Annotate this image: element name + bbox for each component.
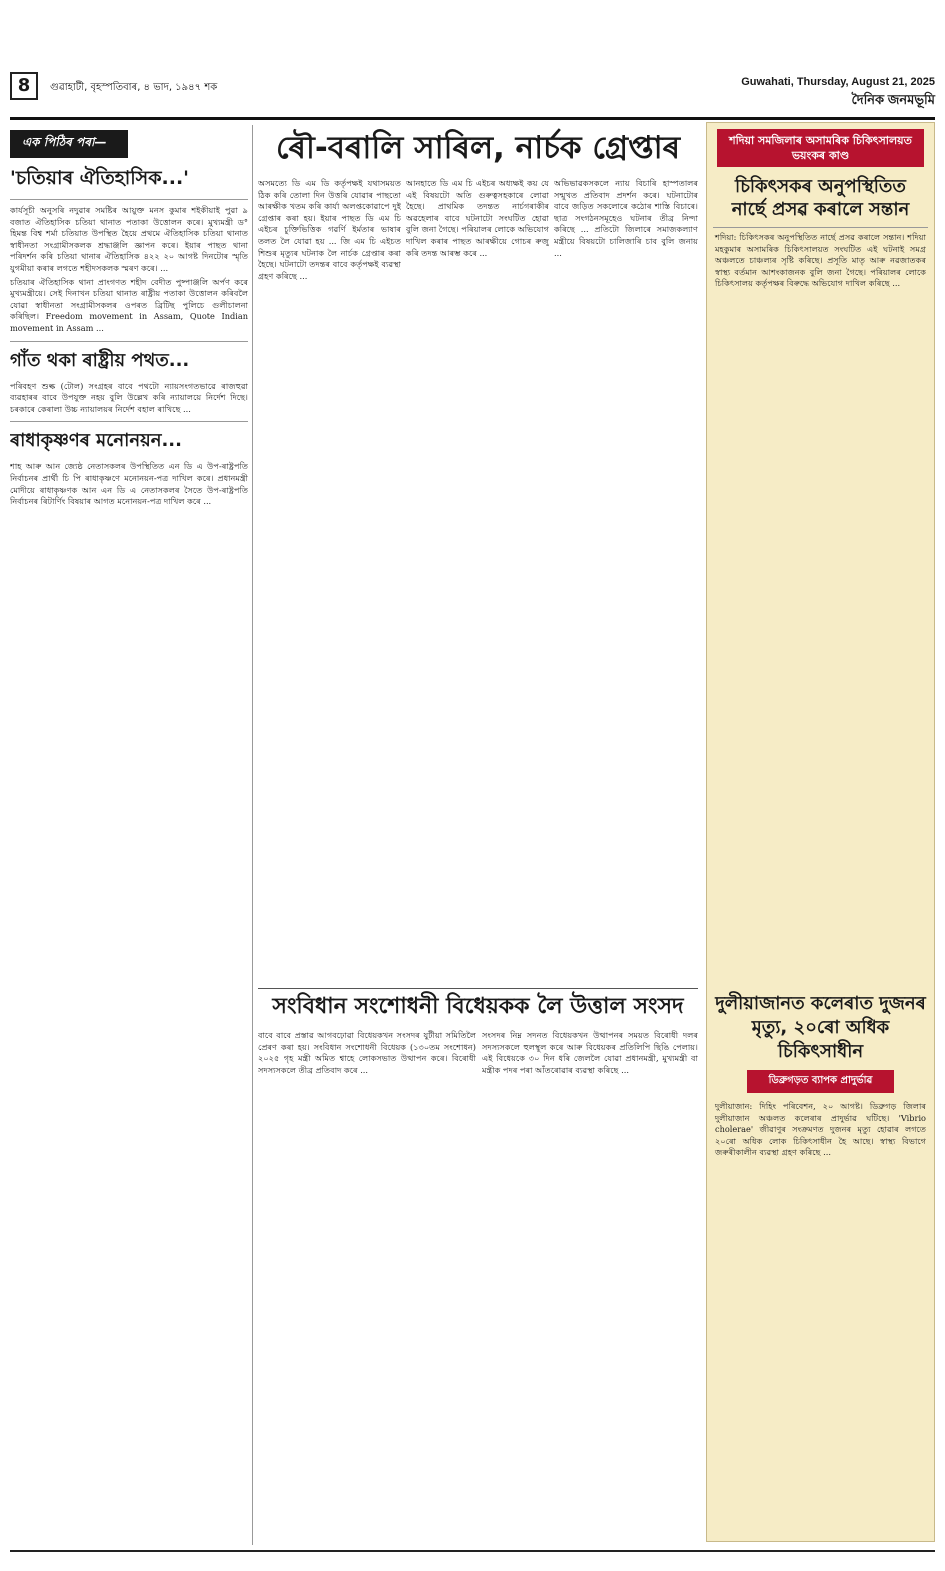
lead-col-3 bbox=[554, 178, 698, 978]
masthead bbox=[10, 72, 935, 114]
lead-body-2: আনহাতে ডি এম চি এইচৰ অধ্যক্ষই কয় যে এই বিষয়টো অতি গুৰুত্বসহকাৰে লোৱা হৈছে। প্ৰাথমিক তদন্তত নাৰ্চগৰাকীৰ অৱহেলাৰ বাবে ঘটনাটো সংঘটিত হোৱা বুলি জনা গৈছে। পৰিয়ালৰ লোকে অভিযোগ দাখিল কৰাৰ পাছত আৰক্ষীয়ে গোচৰ ৰুজু কৰি তদন্ত আৰম্ভ কৰে ... bbox=[406, 178, 549, 258]
chatia-body-2: চতিয়াৰ ঐতিহাসিক থানা প্ৰাংগণত শহীদ বেদীত পুষ্পাঞ্জলি অৰ্পণ কৰে মুখ্যমন্ত্ৰীয়ে। সেই দিনাখন চতিয়া থানাত ৰাষ্ট্ৰীয় পতাকা উত্তোলন কৰিবলৈ যোৱা স্বাধীনতা সংগ্ৰামীসকলৰ ওপৰত ব্ৰিটিছ পুলিচে গুলীচালনা কৰিছিল। Freedom movement in Assam, Quote Indian movement in Assam ... bbox=[10, 276, 248, 333]
dateline: Guwahati, Thursday, August 21, 2025 bbox=[741, 76, 935, 88]
sidebar-headline: চিকিৎসকৰ অনুপস্থিতিত নাৰ্ছে প্ৰসৱ কৰালে সন্তান bbox=[713, 173, 928, 228]
lead-col-2 bbox=[406, 178, 549, 978]
column-divider bbox=[252, 125, 253, 1545]
lead-headline: ৰৌ-বৰালি সাৰিল, নাৰ্চক গ্ৰেপ্তাৰ bbox=[275, 130, 681, 166]
radhakrishnan-body: শাহ আৰু আন জ্যেষ্ঠ নেতাসকলৰ উপস্থিতিত এন ডি এ উপ-ৰাষ্ট্ৰপতি নিৰ্বাচনৰ প্ৰাৰ্থী চি পি ৰাধাকৃষ্ণণে মনোনয়ন-পত্ৰ দাখিল কৰে। প্ৰধানমন্ত্ৰী মোদীয়ে ৰাধাকৃষ্ণণক আন এন ডি এ নেতাসকলৰ সৈতে উপ-ৰাষ্ট্ৰপতি নিৰ্বাচনৰ ৰিটাৰ্ণিং বিষয়াৰ আগত মনোনয়ন-পত্ৰ দাখিল কৰে ... bbox=[10, 461, 248, 507]
duliajan-headline: দুলীয়াজানত কলেৰাত দুজনৰ মৃত্যু, ২০ৰো অধিক চিকিৎসাধীন bbox=[715, 993, 926, 1062]
constitution-col-2 bbox=[482, 1030, 698, 1545]
sidebar-kicker: শদিয়া সমজিলাৰ অসামৰিক চিকিৎসালয়ত ভয়ংকৰ কাণ্ড bbox=[717, 129, 924, 167]
highway-headline: গাঁত থকা ৰাষ্ট্ৰীয় পথত... bbox=[10, 341, 248, 377]
page-number: 8 bbox=[10, 72, 38, 100]
masthead-right bbox=[741, 76, 935, 112]
chatia-body-1: কাৰ্যসূচী অনুসৰি নদুৱাৰ সমষ্টিৰ আয়ুক্ত মনস কুমাৰ শইকীয়াই পুৱা ৯ বজাত ঐতিহাসিক চতিয়া থানাত পতাকা উত্তোলন কৰে। মুখ্যমন্ত্ৰী ড° হিমন্ত বিশ্ব শৰ্মা চতিয়াত উপস্থিত হৈয়ে প্ৰথমে ঐতিহাসিক চতিয়া থানাত স্বাধীনতা সংগ্ৰামীসকলক শ্ৰদ্ধাঞ্জলি জ্ঞাপন কৰে। ইয়াৰ পাছত থানা পৰিদৰ্শন কৰি চতিয়া থানাৰ ঐতিহাসিক ৪২২ ২০ আগষ্ট দিনটোৰ স্মৃতি যুগমীয়া কৰাৰ লগতে শহীদসকলক স্মৰণ কৰে। ... bbox=[10, 205, 248, 273]
highway-body: পৰিবহণ শুল্ক (টোল) সংগ্ৰহৰ বাবে পথটো ন্যায়সংগতভাৱে ৰাজহুৱা ব্যৱহাৰৰ বাবে উপযুক্ত নহয় বুলি উল্লেখ কৰি ন্যায়ালয়ে নিৰ্দেশ দিছে। চৰকাৰে কেৰালা উচ্চ ন্যায়ালয়ৰ নিৰ্দেশ বহাল ৰাখিছে ... bbox=[10, 380, 248, 414]
header-rule bbox=[10, 117, 935, 120]
sidebar-story-1 bbox=[707, 228, 934, 988]
paper-name: দৈনিক জনমভূমি bbox=[851, 92, 935, 107]
sidebar-box bbox=[706, 122, 935, 1542]
left-column bbox=[10, 130, 248, 1545]
sidebar-body-2: দুলীয়াজান: দিহিং পৰিবেশন, ২০ আগষ্ট। ডিব্ৰুগড় জিলাৰ দুলীয়াজান অঞ্চলত কলেৰাৰ প্ৰাদুৰ্ভাৱ ঘটিছে। 'Vibrio cholerae' জীৱাণুৰ সংক্ৰমণত দুজনৰ মৃত্যু হোৱাৰ লগতে ২০ৰো অধিক লোক চিকিৎসাধীন হৈ আছে। স্বাস্থ্য বিভাগে জৰুৰীকালীন ব্যৱস্থা গ্ৰহণ কৰিছে ... bbox=[715, 1101, 926, 1158]
constitution-body-1: বাবে বাবে প্ৰস্তাৱ আগবঢ়োৱা বিধেয়কখন সংসদৰ যুটীয়া সমিতিলৈ প্ৰেৰণ কৰা হয়। সংবিধান সংশোধনী বিধেয়ক (১৩০তম সংশোধন) ২০২৫ গৃহ মন্ত্ৰী অমিত শ্বাহে লোকসভাত উত্থাপন কৰে। বিৰোধী সদস্যসকলে তীব্ৰ প্ৰতিবাদ কৰে ... bbox=[258, 1030, 476, 1075]
continued-kicker: এক পিঠিৰ পৰা— bbox=[10, 130, 128, 158]
radhakrishnan-headline: ৰাধাকৃষ্ণণৰ মনোনয়ন... bbox=[10, 421, 248, 457]
constitution-body-2: সংসদৰ নিম্ন সদনত বিধেয়কখন উত্থাপনৰ সময়ত বিৰোধী দলৰ সদস্যসকলে হুলস্থূল কৰে আৰু বিধেয়কৰ প্ৰতিলিপি ছিঙি পেলায়। এই বিধেয়কে ৩০ দিন ধৰি জেললৈ যোৱা প্ৰধানমন্ত্ৰী, মুখ্যমন্ত্ৰী বা মন্ত্ৰীক পদৰ পৰা আঁতৰোৱাৰ ব্যৱস্থা কৰিছে ... bbox=[482, 1030, 698, 1075]
sidebar-body-1: শদিয়া: চিকিৎসকৰ অনুপস্থিতিত নাৰ্ছে প্ৰসৱ কৰালে সন্তান। শদিয়া মহকুমাৰ অসামৰিক চিকিৎসালয়ত সংঘটিত এই ঘটনাই সমগ্ৰ অঞ্চলতে চাঞ্চল্যৰ সৃষ্টি কৰিছে। প্ৰসূতি মাতৃ আৰু নৱজাতকৰ স্বাস্থ্য বৰ্তমান আশংকাজনক বুলি জনা গৈছে। পৰিয়ালৰ লোকে চিকিৎসালয় কৰ্তৃপক্ষৰ বিৰুদ্ধে অভিযোগ দাখিল কৰিছে ... bbox=[715, 232, 926, 289]
footer-rule bbox=[10, 1550, 935, 1552]
lead-body-1: অসমত্যে ডি এম ডি কৰ্তৃপক্ষই যথাসময়ত ঠিক কৰি তোলা দিন উত্তৰি যোৱাৰ পাছতো আৰক্ষীক খতম কৰি কাৰ্যা অলপ্তকোৱাপে দুই গ্ৰেপ্তাৰ কৰা হয়। ইয়াৰ পাছত ডি এম চি এইচৰ চুক্তিভিত্তিক গৱৰ্ণি ইৰ্মতাৰ ভাষাৰ তলত লৈ যোৱা হয় ... জি এম চি এইচত শিশুৰ মৃত্যুৰ ঘটনাক লৈ নাৰ্চক গ্ৰেপ্তাৰ কৰা হৈছে। ঘটনাটো তদন্তৰ বাবে কৰ্তৃপক্ষই ব্যৱস্থা গ্ৰহণ কৰিছে ... bbox=[258, 178, 401, 281]
duliajan-byline: ডিব্ৰুগড়ত ব্যাপক প্ৰাদুৰ্ভাৱ bbox=[747, 1070, 894, 1093]
constitution-headline: সংবিধান সংশোধনী বিধেয়কক লৈ উত্তাল সংসদ bbox=[258, 988, 698, 1022]
chatia-headline: 'চতিয়াৰ ঐতিহাসিক...' bbox=[10, 164, 248, 200]
sidebar-story-2 bbox=[707, 1097, 934, 1567]
lead-col-1 bbox=[258, 178, 401, 978]
date-line-assamese: গুৱাহাটী, বৃহস্পতিবাৰ, ৪ ভাদ, ১৯৪৭ শক bbox=[50, 82, 218, 93]
constitution-col-1 bbox=[258, 1030, 476, 1545]
lead-body-3: অভিভাৱকসকলে ন্যায় বিচাৰি হাস্পতালৰ সন্মুখত প্ৰতিবাদ প্ৰদৰ্শন কৰে। ঘটনাটোৰ বাবে জড়িত সকলোৰে কঠোৰ শাস্তি বিচাৰে। ছাত্ৰ সংগঠনসমূহেও ঘটনাৰ তীব্ৰ নিন্দা কৰিছে ... প্ৰতিটো জিলাৰে সমাজকল্যাণ মন্ত্ৰীয়ে বিষয়টো চালিজাৰি চাব বুলি জনায় ... bbox=[554, 178, 698, 258]
